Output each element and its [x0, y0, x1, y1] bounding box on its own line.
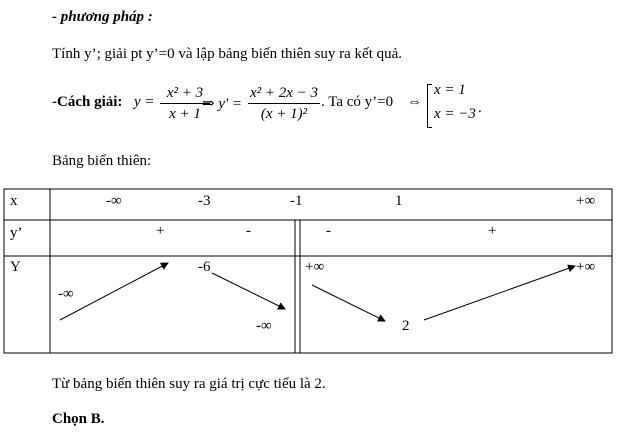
- implies-yprime: ⇒ y' =: [202, 96, 243, 112]
- x-value-neg-inf: -∞: [106, 193, 122, 209]
- solution-end: .: [478, 100, 482, 116]
- y-value-left-start: -∞: [58, 286, 74, 302]
- row-label-x: x: [10, 193, 18, 209]
- yprime-sign-1: +: [156, 223, 165, 239]
- arrow-increase-right: [424, 266, 575, 320]
- x-value-neg3: -3: [198, 193, 211, 209]
- fraction-yprime-denominator: (x + 1)²: [260, 106, 308, 122]
- table-title: Bảng biến thiên:: [52, 153, 152, 169]
- row-label-y: Y: [10, 259, 21, 275]
- conclusion-text: Từ bảng biến thiên suy ra giá trị cực tiểu là 2.: [52, 376, 326, 392]
- method-heading: - phương pháp :: [52, 9, 153, 25]
- yprime-sign-3: -: [326, 223, 331, 239]
- arrow-increase-left: [60, 263, 168, 320]
- y-value-left-end: -∞: [256, 318, 272, 334]
- answer-text: Chọn B.: [52, 411, 105, 427]
- row-label-yprime: y’: [10, 225, 23, 241]
- y-equals: y =: [134, 94, 155, 110]
- y-value-peak: -6: [198, 259, 211, 275]
- solution-label: -Cách giải:: [52, 94, 123, 110]
- yprime-sign-2: -: [246, 223, 251, 239]
- fraction-y-denominator: x + 1: [169, 106, 201, 122]
- fraction-y-numerator: x² + 3: [166, 85, 204, 101]
- y-value-trough: 2: [402, 318, 410, 334]
- y-value-right-start: +∞: [305, 259, 325, 275]
- root-one: x = 1: [434, 82, 466, 98]
- fraction-yprime-numerator: x² + 2x − 3: [249, 85, 319, 101]
- x-value-pos-inf: +∞: [576, 193, 596, 209]
- method-description: Tính y’; giải pt y’=0 và lập bảng biến thiên suy ra kết quả.: [52, 46, 403, 62]
- root-two: x = −3: [434, 106, 476, 122]
- arrow-decrease-left: [212, 273, 285, 309]
- arrow-decrease-right: [312, 285, 385, 321]
- yprime-sign-4: +: [488, 223, 497, 239]
- x-value-neg1: -1: [290, 193, 303, 209]
- y-value-right-end: +∞: [576, 259, 596, 275]
- x-value-1: 1: [395, 193, 403, 209]
- derivative-note: . Ta có y’=0: [321, 94, 394, 110]
- equivalence-symbol: ⇔: [407, 94, 422, 110]
